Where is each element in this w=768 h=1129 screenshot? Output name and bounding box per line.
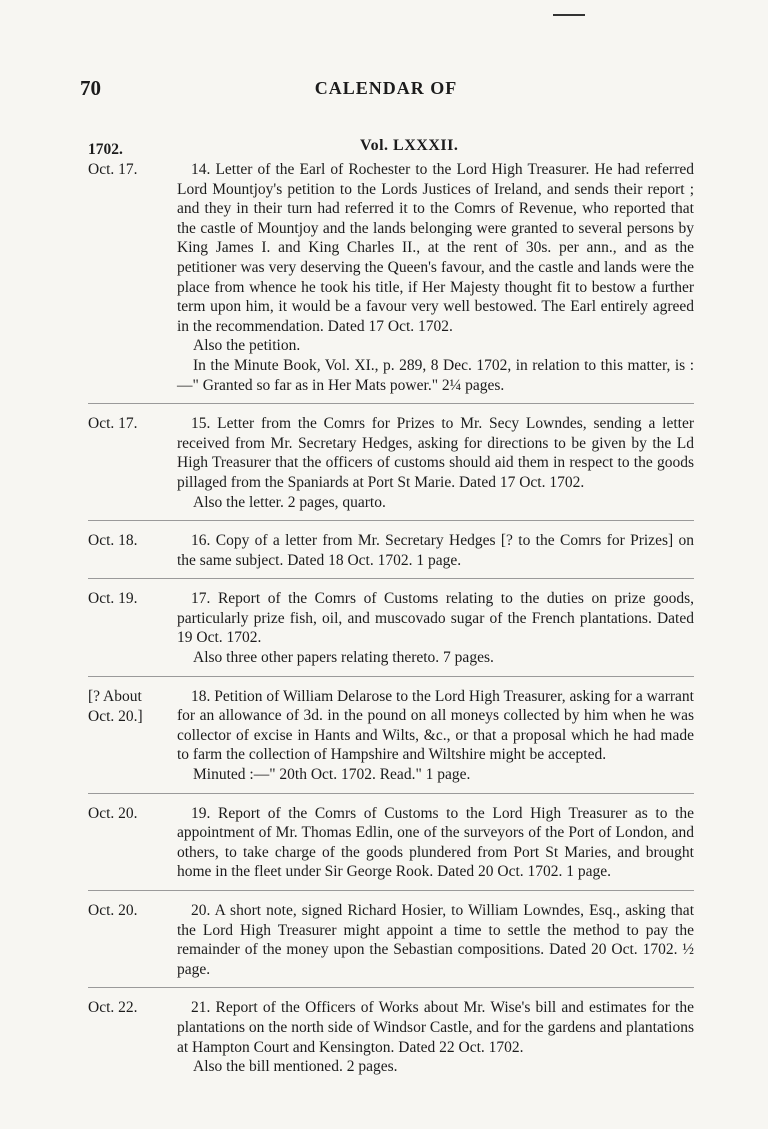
calendar-entry: [88, 802, 694, 891]
entry-text: 18. Petition of William Delarose to the Lord High Treasurer, asking for a warrant for an allowance of 3d. in the pound on all moneys collected by him when he was collector of excise in Hants and Wilts, &c., or that a proposal which he had made to farm the collection of Hampshire and Wiltshire might be accepted.: [177, 687, 694, 764]
entry-text: 17. Report of the Comrs of Customs relating to the duties on prize goods, particularly prize fish, oil, and muscovado sugar of the French plantations. Dated 19 Oct. 1702.: [177, 590, 694, 647]
entry-date: Oct. 17.: [88, 161, 138, 178]
entry-text: 19. Report of the Comrs of Customs to the Lord High Treasurer as to the appointment of Mr. Thomas Edlin, one of the surveyors of the Port of London, and others, to take charge of the goods plundered from Port St Maries, and brought home in the fleet under Sir George Rook. Dated 20 Oct. 1702. 1 page.: [177, 804, 694, 881]
entry-body: [177, 901, 694, 979]
calendar-entry: [88, 587, 694, 676]
entry-text: Minuted :—" 20th Oct. 1702. Read." 1 page.: [193, 766, 471, 784]
entry-date: Oct. 20.: [88, 804, 138, 822]
entry-date: Oct. 22.: [88, 999, 138, 1017]
calendar-entries: [88, 158, 694, 1093]
entry-text: Also the bill mentioned. 2 pages.: [193, 1058, 398, 1076]
calendar-entry: [88, 158, 694, 404]
entry-date: Oct. 19.: [88, 590, 138, 608]
entry-text: In the Minute Book, Vol. XI., p. 289, 8 Dec. 1702, in relation to this matter, is :—" Granted so far as in Her Mats power." 2¼ pages.: [177, 356, 694, 394]
entry-body: [177, 998, 694, 1076]
entry-text: 14. Letter of the Earl of Rochester to the Lord High Treasurer. He had referred Lord Mountjoy's petition to the Lords Justices of Ireland, and sends their report ; and they in their turn had referred it to the Comrs of Revenue, who reported that the castle of Mountjoy and the lands belonging were granted to several persons by King James I. and King Charles II., at the rent of 30s. per ann., and as the petitioner was very deserving the Queen's favour, and the castle and lands were the place from whence he took his title, if Her Majesty thought fit to bestow a further term upon him, it would be a favour very well bestowed. The Earl entirely agreed in the recommendation. Dated 17 Oct. 1702.: [177, 161, 694, 335]
entry-date: Oct. 20.: [88, 902, 138, 919]
entry-body: [177, 160, 694, 395]
calendar-entry: [88, 899, 694, 988]
entry-date: Oct. 17.: [88, 415, 138, 433]
entry-text: 16. Copy of a letter from Mr. Secretary Hedges [? to the Comrs for Prizes] on the same subject. Dated 18 Oct. 1702. 1 page.: [177, 532, 694, 569]
entry-text: Also the petition.: [193, 337, 301, 355]
top-rule: [553, 14, 585, 16]
entry-body: [177, 531, 694, 570]
entry-body: [177, 589, 694, 667]
year-label: 1702.: [88, 141, 123, 158]
page-number: 70: [80, 76, 101, 100]
calendar-entry: [88, 996, 694, 1084]
calendar-entry: [88, 529, 694, 579]
entry-text: 20. A short note, signed Richard Hosier, to William Lowndes, Esq., asking that the Lord High Treasurer might appoint a time to settle the method to pay the remainder of the money upon the Sebastian compositions. Dated 20 Oct. 1702. ½ page.: [177, 902, 694, 978]
entry-body: [177, 687, 694, 785]
entry-text: 21. Report of the Officers of Works about Mr. Wise's bill and estimates for the plantations on the north side of Windsor Castle, and for the gardens and plantations at Hampton Court and Kensington. Dated 22 Oct. 1702.: [177, 999, 694, 1056]
entry-text: 15. Letter from the Comrs for Prizes to Mr. Secy Lowndes, sending a letter received from Mr. Secretary Hedges, asking for directions to be given by the Ld High Treasurer that the officers of customs should aid them in respect to the goods pillaged from the Spaniards at Port St Marie. Dated 17 Oct. 1702.: [177, 415, 694, 491]
calendar-entry: [88, 412, 694, 521]
entry-body: [177, 804, 694, 882]
volume-heading: Vol. LXXXII.: [360, 137, 459, 154]
entry-text: Also three other papers relating thereto. 7 pages.: [193, 649, 494, 667]
entry-text: Also the letter. 2 pages, quarto.: [193, 493, 386, 511]
calendar-entry: [88, 685, 694, 794]
entry-date: [? About Oct. 20.]: [88, 687, 143, 725]
page-header: [80, 76, 692, 104]
entry-body: [177, 414, 694, 512]
entry-date: Oct. 18.: [88, 532, 138, 550]
running-title: CALENDAR OF: [314, 78, 458, 98]
